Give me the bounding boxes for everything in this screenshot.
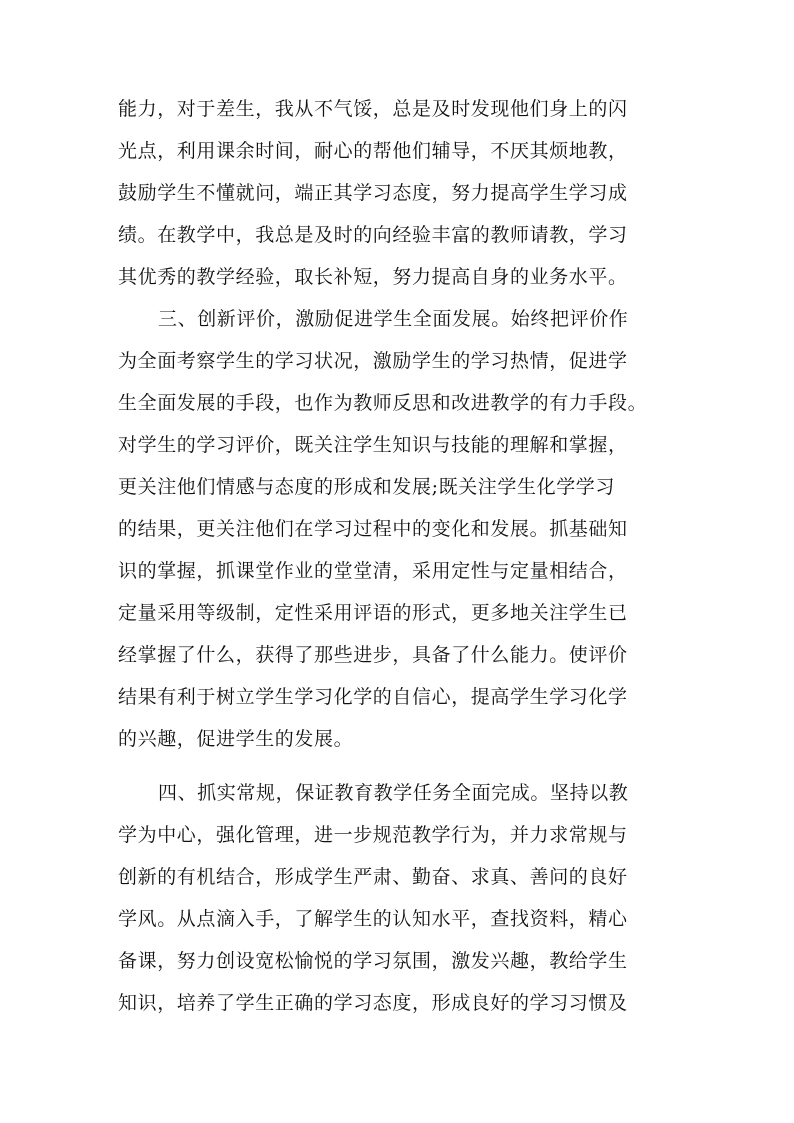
text-line: 经掌握了什么，获得了那些进步，具备了什么能力。使评价 (118, 644, 628, 666)
text-line: 的结果，更关注他们在学习过程中的变化和发展。抓基础知 (118, 518, 628, 540)
text-line: 创新的有机结合，形成学生严肃、勤奋、求真、善问的良好 (118, 866, 628, 888)
paragraph-2 (118, 298, 678, 760)
text-line: 的兴趣，促进学生的发展。 (118, 728, 354, 750)
text-line: 为全面考察学生的学习状况，激励学生的学习热情，促进学 (118, 350, 628, 372)
text-line: 四、抓实常规，保证教育教学任务全面完成。坚持以教 (158, 782, 629, 804)
text-line: 结果有利于树立学生学习化学的自信心，提高学生学习化学 (118, 686, 628, 708)
paragraph-spacer (118, 760, 678, 772)
text-line: 识的掌握，抓课堂作业的堂堂清，采用定性与定量相结合， (118, 560, 628, 582)
text-line: 光点，利用课余时间，耐心的帮他们辅导，不厌其烦地教， (118, 140, 628, 162)
text-line: 绩。在教学中，我总是及时的向经验丰富的教师请教，学习 (118, 224, 628, 246)
text-line: 其优秀的教学经验，取长补短，努力提高自身的业务水平。 (118, 266, 628, 288)
text-line: 学为中心，强化管理，进一步规范教学行为，并力求常规与 (118, 824, 628, 846)
text-line: 能力，对于差生，我从不气馁，总是及时发现他们身上的闪 (118, 98, 628, 120)
text-line: 备课，努力创设宽松愉悦的学习氛围，激发兴趣，教给学生 (118, 950, 628, 972)
text-line: 三、创新评价，激励促进学生全面发展。始终把评价作 (158, 308, 629, 330)
text-line: 定量采用等级制，定性采用评语的形式，更多地关注学生已 (118, 602, 628, 624)
text-line: 知识，培养了学生正确的学习态度，形成良好的学习习惯及 (118, 992, 628, 1014)
text-line: 学风。从点滴入手，了解学生的认知水平，查找资料，精心 (118, 908, 628, 930)
text-line: 对学生的学习评价，既关注学生知识与技能的理解和掌握， (118, 434, 628, 456)
text-line: 生全面发展的手段，也作为教师反思和改进教学的有力手段。 (118, 392, 648, 414)
paragraph-3 (118, 772, 678, 1024)
paragraph-1 (118, 88, 678, 298)
document-body (118, 88, 678, 1024)
text-line: 鼓励学生不懂就问，端正其学习态度，努力提高学生学习成 (118, 182, 628, 204)
text-line: 更关注他们情感与态度的形成和发展;既关注学生化学学习 (118, 476, 616, 498)
